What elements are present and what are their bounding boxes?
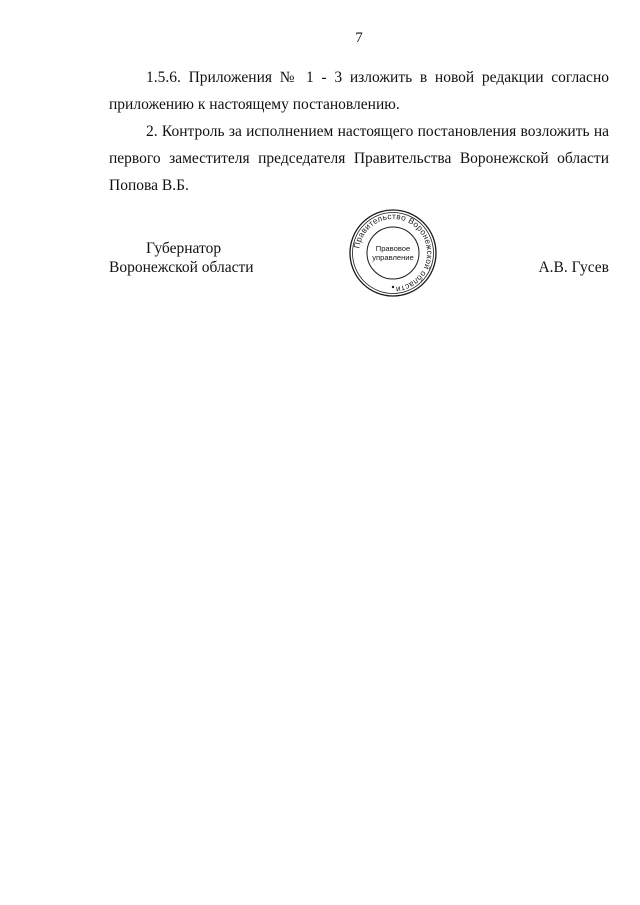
document-body — [109, 64, 609, 199]
seal-inner-line2: управление — [372, 253, 414, 262]
page-number: 7 — [355, 30, 363, 46]
official-seal — [342, 208, 444, 298]
signatory-title — [109, 239, 254, 277]
paragraph-appendices: 1.5.6. Приложения № 1 - 3 изложить в новой редакции согласно приложению к настоящему постановлению. — [109, 69, 609, 113]
signatory-title-line1: Губернатор — [146, 240, 222, 257]
paragraph-control: 2. Контроль за исполнением настоящего постановления возложить на первого заместителя председателя Правительства Воронежской области Попова В.Б. — [109, 123, 609, 194]
seal-outer-text: Правительство Воронежской области — [352, 211, 435, 294]
signature-block — [0, 239, 640, 299]
signatory-title-line2: Воронежской области — [109, 259, 254, 276]
seal-bottom-dot — [392, 286, 394, 288]
signatory-name: А.В. Гусев — [538, 259, 609, 276]
seal-inner-line1: Правовое — [375, 244, 411, 253]
